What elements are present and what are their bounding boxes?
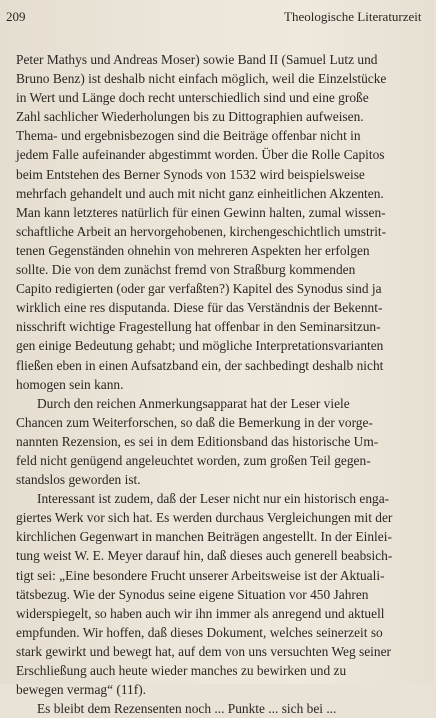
text-line: tätsbezug. Wie der Synodus seine eigene Situation vor 450 Jahren [16, 586, 369, 602]
text-line: Peter Mathys und Andreas Moser) sowie Band II (Samuel Lutz und [16, 52, 378, 67]
text-line: wirklich eine res disputanda. Diese für das Verständnis der Bekennt- [16, 300, 383, 316]
cut-off-line: Es bleibt dem Rezensenten noch ... Punkte ... sich bei ... [37, 701, 337, 717]
text-line: homogen sein kann. [16, 376, 124, 392]
running-header [6, 8, 434, 26]
text-line: nannten Rezension, es sei in dem Editionsband das historische Um- [16, 433, 379, 449]
text-line: bewegen vermag“ (11f). [16, 682, 146, 698]
text-line: Erschließung auch heute wieder manches zu bewirken und zu [16, 663, 347, 678]
text-line: standslos geworden ist. [16, 472, 141, 488]
text-line: Capito redigierten (oder gar verfaßten?) Kapitel des Synodus sind ja [16, 281, 382, 297]
text-line: Zahl sachlicher Wiederholungen bis zu Dittographien aufweisen. [16, 109, 364, 125]
body-text [16, 50, 436, 717]
journal-title: Theologische Literaturzeit [284, 9, 422, 24]
text-line: fließen eben in einen Aufsatzband ein, der sachbedingt deshalb nicht [16, 357, 384, 373]
text-line: widerspiegelt, so haben auch wir ihn immer als anregend und aktuell [16, 605, 385, 621]
text-line: empfunden. Wir hoffen, daß dieses Dokument, welches seinerzeit so [16, 624, 383, 640]
text-line: Bruno Benz) ist deshalb nicht einfach möglich, weil die Einzelstücke [16, 71, 387, 87]
text-line: tung weist W. E. Meyer darauf hin, daß dieses auch generell beabsich- [16, 548, 393, 564]
text-line: beim Entstehen des Berner Synods von 1532 wird beispielsweise [16, 166, 365, 182]
text-line: kirchlichen Gegenwart in manchen Beiträgen angestellt. In der Einlei- [16, 529, 392, 545]
text-line: nisschrift wichtige Fragestellung hat offenbar in den Seminarsitzun- [16, 319, 381, 335]
text-line: schaftliche Arbeit an hervorgehobenen, kirchengeschichtlich umstrit- [16, 223, 387, 239]
text-line: sollte. Die von dem zunächst fremd von Straßburg kommenden [16, 262, 356, 278]
text-line: tigt sei: „Eine besondere Frucht unserer Arbeitsweise ist der Aktuali- [16, 567, 385, 583]
text-line: tenen Gegenständen ohnehin von mehreren Aspekten her erfolgen [16, 242, 370, 258]
text-line: gen einige Bedeutung gehabt; und mögliche Interpretationsvarianten [16, 338, 384, 354]
text-line: stark gewirkt und bewegt hat, auf dem von uns versuchten Weg seiner [16, 643, 391, 659]
text-line: Thema- und ergebnisbezogen sind die Beiträge offenbar nicht in [16, 128, 361, 144]
text-line: Chancen zum Weiterforschen, so daß die Bemerkung in der vorge- [16, 414, 373, 430]
paragraph-start-line: Durch den reichen Anmerkungsapparat hat der Leser viele [37, 395, 350, 411]
paragraph-start-line: Interessant ist zudem, daß der Leser nicht nur ein historisch enga- [37, 491, 390, 507]
page-number: 209 [6, 9, 26, 24]
text-line: Man kann letzteres natürlich für einen Gewinn halten, zumal wissen- [16, 204, 386, 220]
text-line: giertes Werk vor sich hat. Es werden durchaus Vergleichungen mit der [16, 510, 393, 526]
text-line: feld nicht genügend angeleuchtet worden, zum großen Teil gegen- [16, 452, 371, 468]
text-line: in Wert und Länge doch recht unterschiedlich sind und eine große [16, 90, 369, 106]
text-line: mehrfach gehandelt und auch mit nicht ganz einheitlichen Akzenten. [16, 185, 384, 201]
text-line: jedem Falle aufeinander abgestimmt worden. Über die Rolle Capitos [16, 147, 385, 163]
